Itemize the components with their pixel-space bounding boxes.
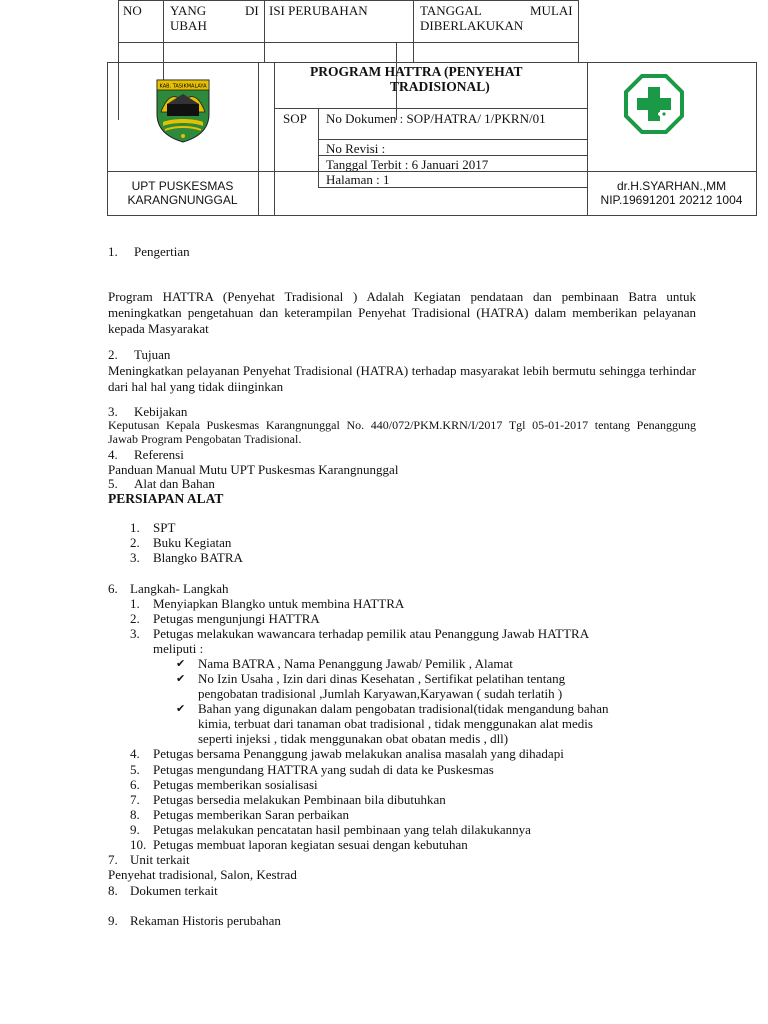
sub-item-cont: kimia, terbuat dari tanaman obat tradisional , tidak menggunakan alat medis: [198, 716, 593, 731]
check-icon: ✔: [176, 702, 186, 715]
list-item: Blangko BATRA: [153, 550, 243, 565]
col-content: ISI PERUBAHAN: [269, 3, 368, 18]
step-item: Petugas bersedia melakukan Pembinaan bila dibutuhkan: [153, 792, 446, 807]
section-title-pengertian: Pengertian: [134, 244, 190, 259]
section-number: 8.: [108, 883, 118, 898]
sub-item: Nama BATRA , Nama Penanggung Jawab/ Pemilik , Alamat: [198, 656, 513, 671]
revision-number: No Revisi :: [326, 141, 386, 156]
list-item: Buku Kegiatan: [153, 535, 232, 550]
step-number: 10.: [130, 837, 147, 852]
step-number: 5.: [130, 762, 140, 777]
sub-item-cont: pengobatan tradisional ,Jumlah Karyawan,Karyawan ( sudah terlatih ): [198, 686, 563, 701]
page-number: Halaman : 1: [326, 172, 390, 187]
logo-caption: KAB. TASIKMALAYA: [159, 83, 207, 90]
sop-title-line1: PROGRAM HATTRA (PENYEHAT: [310, 64, 523, 79]
doc-number: No Dokumen : SOP/HATRA/ 1/PKRN/01: [326, 111, 546, 126]
sop-title-line2: TRADISIONAL): [390, 79, 490, 94]
section-number: 3.: [108, 404, 118, 419]
section-number: 9.: [108, 913, 118, 928]
section-number: 6.: [108, 581, 118, 596]
section-title-rekaman: Rekaman Historis perubahan: [130, 913, 281, 928]
section-number: 7.: [108, 852, 118, 867]
col-date: TANGGAL: [420, 3, 482, 18]
section-number: 5.: [108, 476, 118, 491]
section-title-tujuan: Tujuan: [134, 347, 171, 362]
org-name-line2: KARANGNUNGGAL: [127, 193, 238, 207]
check-icon: ✔: [176, 672, 186, 685]
list-item-number: 2.: [130, 535, 140, 550]
step-number: 9.: [130, 822, 140, 837]
list-item: SPT: [153, 520, 176, 535]
step-number: 4.: [130, 746, 140, 761]
section-title-referensi: Referensi: [134, 447, 184, 462]
check-icon: ✔: [176, 657, 186, 670]
step-item: Petugas mengundang HATTRA yang sudah di data ke Puskesmas: [153, 762, 494, 777]
section-title-alat: Alat dan Bahan: [134, 476, 215, 491]
section-title-unit: Unit terkait: [130, 852, 190, 867]
issue-date: Tanggal Terbit : 6 Januari 2017: [326, 157, 489, 172]
col-changed-di: DI: [245, 3, 259, 18]
step-item: Petugas memberikan sosialisasi: [153, 777, 318, 792]
section-title-kebijakan: Kebijakan: [134, 404, 188, 419]
head-nip: NIP.19691201 20212 1004: [600, 193, 743, 207]
section-text-kebijakan: Keputusan Kepala Puskesmas Karangnunggal No. 440/072/PKM.KRN/I/2017 Tgl 05-01-2017 tentang Penanggung Jawab Program Pengobatan Tradisional.: [108, 418, 696, 446]
section-text-tujuan: Meningkatkan pelayanan Penyehat Tradisional (HATRA) terhadap masyarakat lebih bermutu sehingga terhindar dari hal hal yang tidak diinginkan: [108, 363, 696, 394]
sub-item-cont: seperti injeksi , tidak menggunakan obat obatan medis , dll): [198, 731, 509, 746]
step-item: Petugas bersama Penanggung jawab melakukan analisa masalah yang dihadapi: [153, 746, 564, 761]
col-no: NO: [123, 3, 142, 18]
step-number: 1.: [130, 596, 140, 611]
regency-logo-icon: [153, 74, 213, 144]
list-item-number: 1.: [130, 520, 140, 535]
section-number: 2.: [108, 347, 118, 362]
list-item-number: 3.: [130, 550, 140, 565]
step-number: 3.: [130, 626, 140, 641]
sop-label: SOP: [283, 111, 307, 126]
step-number: 7.: [130, 792, 140, 807]
col-changed-2: UBAH: [170, 18, 207, 33]
step-item: Petugas memberikan Saran perbaikan: [153, 807, 350, 822]
step-item: Petugas melakukan wawancara terhadap pemilik atau Penanggung Jawab HATTRA: [153, 626, 590, 641]
step-item: Petugas melakukan pencatatan hasil pembinaan yang telah dilakukannya: [153, 822, 531, 837]
section-text-referensi: Panduan Manual Mutu UPT Puskesmas Karangnunggal: [108, 462, 399, 477]
section-text-unit: Penyehat tradisional, Salon, Kestrad: [108, 867, 297, 882]
step-item: Petugas membuat laporan kegiatan sesuai dengan kebutuhan: [153, 837, 468, 852]
step-item-cont: meliputi :: [153, 641, 204, 656]
step-number: 6.: [130, 777, 140, 792]
step-number: 8.: [130, 807, 140, 822]
puskesmas-logo-icon: [624, 74, 684, 134]
step-item: Petugas mengunjungi HATTRA: [153, 611, 320, 626]
section-number: 4.: [108, 447, 118, 462]
col-date-mulai: MULAI: [530, 3, 573, 18]
sub-item: Bahan yang digunakan dalam pengobatan tradisional(tidak mengandung bahan: [198, 701, 609, 716]
section-title-langkah: Langkah- Langkah: [130, 581, 229, 596]
col-changed: YANG: [170, 3, 207, 18]
section-heading-persiapan: PERSIAPAN ALAT: [108, 491, 224, 506]
sub-item: No Izin Usaha , Izin dari dinas Kesehatan , Sertifikat pelatihan tentang: [198, 671, 566, 686]
step-number: 2.: [130, 611, 140, 626]
section-number: 1.: [108, 244, 118, 259]
head-name: dr.H.SYARHAN.,MM: [616, 179, 727, 193]
org-name-line1: UPT PUSKESMAS: [131, 179, 234, 193]
section-text-pengertian: Program HATTRA (Penyehat Tradisional ) Adalah Kegiatan pendataan dan pembinaan Batra untuk meningkatkan pengetahuan dan keterampilan Penyehat Tradisional (HATRA) dalam memberikan pelayanan kepada Masyarakat: [108, 289, 696, 336]
section-title-dokumen: Dokumen terkait: [130, 883, 218, 898]
col-date-2: DIBERLAKUKAN: [420, 18, 524, 33]
step-item: Menyiapkan Blangko untuk membina HATTRA: [153, 596, 405, 611]
